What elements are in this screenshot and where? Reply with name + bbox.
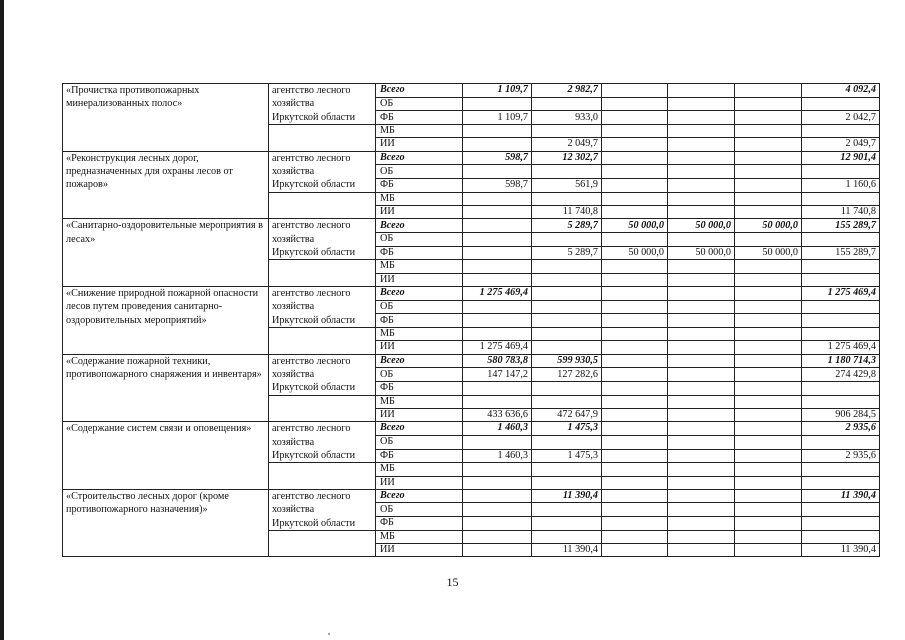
year-value-cell — [463, 273, 532, 286]
year-value-cell — [735, 530, 802, 543]
total-value-cell — [802, 435, 880, 449]
year-value-cell — [602, 530, 668, 543]
total-value-cell: 1 275 469,4 — [802, 341, 880, 354]
total-value-cell: 2 935,6 — [802, 422, 880, 436]
year-value-cell: 50 000,0 — [668, 246, 735, 260]
year-value-cell — [668, 463, 735, 476]
year-value-cell: 50 000,0 — [602, 246, 668, 260]
year-value-cell — [668, 368, 735, 382]
total-value-cell: 11 390,4 — [802, 489, 880, 503]
year-value-cell — [602, 341, 668, 354]
year-value-cell — [735, 165, 802, 179]
funding-source: Всего — [376, 354, 463, 368]
year-value-cell: 933,0 — [532, 111, 602, 125]
year-value-cell — [463, 219, 532, 233]
year-value-cell — [602, 138, 668, 151]
year-value-cell: 1 109,7 — [463, 84, 532, 98]
total-value-cell — [802, 476, 880, 489]
total-value-cell — [802, 125, 880, 138]
executor-cell — [269, 354, 376, 395]
funding-source: ФБ — [376, 449, 463, 463]
executor-cell — [269, 219, 376, 260]
year-value-cell — [602, 381, 668, 395]
year-value-cell — [735, 489, 802, 503]
year-value-cell — [463, 395, 532, 408]
year-value-cell: 5 289,7 — [532, 219, 602, 233]
executor-line: агентство лесного — [272, 355, 351, 367]
funding-source: Всего — [376, 84, 463, 98]
year-value-cell — [532, 300, 602, 314]
executor-line: Иркутской области — [272, 314, 356, 326]
year-value-cell: 1 275 469,4 — [463, 341, 532, 354]
year-value-cell — [735, 179, 802, 193]
year-value-cell — [602, 408, 668, 421]
total-value-cell — [802, 328, 880, 341]
executor-line: хозяйства — [272, 436, 315, 448]
executor-line: агентство лесного — [272, 152, 351, 164]
year-value-cell — [532, 530, 602, 543]
year-value-cell: 50 000,0 — [668, 219, 735, 233]
year-value-cell: 1 460,3 — [463, 449, 532, 463]
year-value-cell: 2 049,7 — [532, 138, 602, 151]
funding-source: МБ — [376, 125, 463, 138]
executor-line: Иркутской области — [272, 179, 356, 191]
year-value-cell — [463, 489, 532, 503]
year-value-cell: 147 147,2 — [463, 368, 532, 382]
year-value-cell: 50 000,0 — [602, 219, 668, 233]
year-value-cell — [532, 286, 602, 300]
year-value-cell — [735, 84, 802, 98]
total-value-cell — [802, 517, 880, 531]
funding-source: ФБ — [376, 111, 463, 125]
table-body — [63, 84, 880, 557]
executor-line: Иркутской области — [272, 517, 356, 529]
funding-source: ФБ — [376, 179, 463, 193]
funding-source: ИИ — [376, 341, 463, 354]
year-value-cell — [463, 260, 532, 273]
year-value-cell: 599 930,5 — [532, 354, 602, 368]
funding-source: ОБ — [376, 503, 463, 517]
year-value-cell — [735, 232, 802, 246]
year-value-cell — [463, 530, 532, 543]
activity-name: «Санитарно-оздоровительные мероприятия в лесах» — [63, 219, 269, 287]
year-value-cell — [463, 517, 532, 531]
total-value-cell — [802, 463, 880, 476]
executor-empty-cell — [269, 260, 376, 286]
funding-source: ОБ — [376, 300, 463, 314]
funding-source: ФБ — [376, 246, 463, 260]
year-value-cell — [602, 368, 668, 382]
year-value-cell — [668, 395, 735, 408]
year-value-cell — [532, 314, 602, 328]
year-value-cell — [602, 260, 668, 273]
table-row — [63, 219, 880, 233]
total-value-cell: 906 284,5 — [802, 408, 880, 421]
year-value-cell — [602, 300, 668, 314]
year-value-cell — [463, 246, 532, 260]
year-value-cell: 12 302,7 — [532, 151, 602, 165]
total-value-cell: 2 935,6 — [802, 449, 880, 463]
year-value-cell: 1 460,3 — [463, 422, 532, 436]
funding-source: МБ — [376, 328, 463, 341]
table-row — [63, 354, 880, 368]
year-value-cell — [668, 503, 735, 517]
activity-name: «Содержание пожарной техники, противопожарного снаряжения и инвентаря» — [63, 354, 269, 422]
year-value-cell — [463, 544, 532, 557]
year-value-cell — [532, 232, 602, 246]
year-value-cell — [463, 138, 532, 151]
year-value-cell — [735, 395, 802, 408]
year-value-cell — [602, 503, 668, 517]
executor-line: Иркутской области — [272, 247, 356, 259]
executor-empty-cell — [269, 395, 376, 421]
year-value-cell — [602, 328, 668, 341]
year-value-cell — [602, 476, 668, 489]
executor-line: агентство лесного — [272, 220, 351, 232]
year-value-cell: 11 390,4 — [532, 489, 602, 503]
year-value-cell — [463, 125, 532, 138]
year-value-cell — [668, 341, 735, 354]
year-value-cell — [463, 314, 532, 328]
year-value-cell — [668, 260, 735, 273]
year-value-cell: 598,7 — [463, 179, 532, 193]
year-value-cell — [735, 328, 802, 341]
table-row — [63, 489, 880, 503]
total-value-cell — [802, 530, 880, 543]
funding-source: Всего — [376, 422, 463, 436]
funding-source: ИИ — [376, 273, 463, 286]
year-value-cell — [735, 206, 802, 219]
total-value-cell: 2 042,7 — [802, 111, 880, 125]
year-value-cell — [735, 449, 802, 463]
year-value-cell: 11 740,8 — [532, 206, 602, 219]
year-value-cell — [602, 517, 668, 531]
year-value-cell — [532, 517, 602, 531]
year-value-cell — [668, 422, 735, 436]
year-value-cell — [532, 328, 602, 341]
year-value-cell — [735, 97, 802, 111]
total-value-cell — [802, 300, 880, 314]
total-value-cell: 155 289,7 — [802, 219, 880, 233]
year-value-cell — [735, 192, 802, 205]
total-value-cell: 12 901,4 — [802, 151, 880, 165]
year-value-cell — [668, 530, 735, 543]
year-value-cell — [463, 476, 532, 489]
year-value-cell — [532, 381, 602, 395]
year-value-cell — [532, 503, 602, 517]
year-value-cell — [668, 314, 735, 328]
year-value-cell — [463, 97, 532, 111]
year-value-cell — [668, 97, 735, 111]
year-value-cell — [463, 435, 532, 449]
year-value-cell — [602, 314, 668, 328]
total-value-cell: 1 180 714,3 — [802, 354, 880, 368]
funding-source: МБ — [376, 463, 463, 476]
year-value-cell — [532, 463, 602, 476]
total-value-cell: 11 390,4 — [802, 544, 880, 557]
activity-name: «Содержание систем связи и оповещения» — [63, 422, 269, 490]
funding-source: Всего — [376, 219, 463, 233]
year-value-cell: 472 647,9 — [532, 408, 602, 421]
year-value-cell — [668, 517, 735, 531]
total-value-cell: 11 740,8 — [802, 206, 880, 219]
scan-border — [0, 0, 4, 640]
year-value-cell — [735, 354, 802, 368]
funding-source: Всего — [376, 151, 463, 165]
year-value-cell — [602, 489, 668, 503]
year-value-cell — [602, 111, 668, 125]
year-value-cell — [668, 111, 735, 125]
total-value-cell: 4 092,4 — [802, 84, 880, 98]
executor-line: агентство лесного — [272, 287, 351, 299]
funding-source: ОБ — [376, 97, 463, 111]
total-value-cell: 1 275 469,4 — [802, 286, 880, 300]
executor-line: Иркутской области — [272, 382, 356, 394]
year-value-cell: 5 289,7 — [532, 246, 602, 260]
total-value-cell: 155 289,7 — [802, 246, 880, 260]
funding-source: ИИ — [376, 408, 463, 421]
funding-source: Всего — [376, 286, 463, 300]
year-value-cell — [668, 165, 735, 179]
executor-cell — [269, 84, 376, 125]
funding-source: МБ — [376, 530, 463, 543]
year-value-cell — [532, 273, 602, 286]
year-value-cell — [463, 328, 532, 341]
year-value-cell — [735, 273, 802, 286]
executor-empty-cell — [269, 463, 376, 489]
year-value-cell — [668, 192, 735, 205]
year-value-cell: 50 000,0 — [735, 219, 802, 233]
executor-line: хозяйства — [272, 233, 315, 245]
executor-empty-cell — [269, 530, 376, 556]
executor-empty-cell — [269, 125, 376, 151]
year-value-cell — [532, 476, 602, 489]
executor-line: хозяйства — [272, 166, 315, 178]
funding-source: ИИ — [376, 544, 463, 557]
year-value-cell: 561,9 — [532, 179, 602, 193]
executor-line: хозяйства — [272, 504, 315, 516]
funding-source: МБ — [376, 192, 463, 205]
year-value-cell — [602, 165, 668, 179]
year-value-cell: 580 783,8 — [463, 354, 532, 368]
year-value-cell: 11 390,4 — [532, 544, 602, 557]
executor-cell — [269, 489, 376, 530]
year-value-cell — [668, 435, 735, 449]
scan-speck — [328, 633, 330, 635]
year-value-cell — [532, 341, 602, 354]
funding-source: МБ — [376, 260, 463, 273]
funding-source: ОБ — [376, 165, 463, 179]
year-value-cell — [602, 232, 668, 246]
funding-source: ОБ — [376, 368, 463, 382]
table-row — [63, 151, 880, 165]
year-value-cell — [602, 354, 668, 368]
executor-empty-cell — [269, 328, 376, 354]
year-value-cell — [735, 138, 802, 151]
total-value-cell — [802, 192, 880, 205]
year-value-cell: 50 000,0 — [735, 246, 802, 260]
year-value-cell — [463, 503, 532, 517]
executor-cell — [269, 286, 376, 327]
table-row — [63, 84, 880, 98]
funding-source: ИИ — [376, 206, 463, 219]
year-value-cell — [735, 463, 802, 476]
year-value-cell — [735, 503, 802, 517]
year-value-cell: 433 636,6 — [463, 408, 532, 421]
year-value-cell — [735, 314, 802, 328]
year-value-cell — [735, 517, 802, 531]
year-value-cell — [602, 463, 668, 476]
year-value-cell — [735, 151, 802, 165]
year-value-cell — [735, 341, 802, 354]
year-value-cell — [463, 206, 532, 219]
total-value-cell: 1 160,6 — [802, 179, 880, 193]
executor-line: хозяйства — [272, 301, 315, 313]
year-value-cell — [668, 489, 735, 503]
table-row — [63, 422, 880, 436]
total-value-cell — [802, 232, 880, 246]
total-value-cell: 2 049,7 — [802, 138, 880, 151]
funding-source: ФБ — [376, 314, 463, 328]
executor-line: агентство лесного — [272, 85, 351, 96]
total-value-cell — [802, 260, 880, 273]
budget-table — [62, 83, 880, 557]
total-value-cell — [802, 395, 880, 408]
year-value-cell — [602, 179, 668, 193]
year-value-cell — [668, 138, 735, 151]
executor-cell — [269, 422, 376, 463]
year-value-cell — [602, 286, 668, 300]
year-value-cell — [735, 408, 802, 421]
activity-name: «Реконструкция лесных дорог, предназначенных для охраны лесов от пожаров» — [63, 151, 269, 219]
total-value-cell — [802, 314, 880, 328]
executor-empty-cell — [269, 192, 376, 218]
executor-line: хозяйства — [272, 368, 315, 380]
year-value-cell — [668, 408, 735, 421]
executor-line: агентство лесного — [272, 490, 351, 502]
year-value-cell — [668, 381, 735, 395]
year-value-cell: 1 275 469,4 — [463, 286, 532, 300]
year-value-cell — [602, 192, 668, 205]
year-value-cell — [668, 125, 735, 138]
year-value-cell — [735, 286, 802, 300]
year-value-cell — [735, 125, 802, 138]
year-value-cell — [532, 192, 602, 205]
total-value-cell — [802, 97, 880, 111]
year-value-cell — [602, 84, 668, 98]
year-value-cell — [668, 273, 735, 286]
year-value-cell — [735, 381, 802, 395]
executor-cell — [269, 151, 376, 192]
year-value-cell — [463, 381, 532, 395]
year-value-cell — [532, 97, 602, 111]
total-value-cell — [802, 273, 880, 286]
funding-source: ОБ — [376, 232, 463, 246]
year-value-cell — [602, 206, 668, 219]
total-value-cell: 274 429,8 — [802, 368, 880, 382]
year-value-cell — [463, 192, 532, 205]
year-value-cell — [735, 111, 802, 125]
year-value-cell — [463, 165, 532, 179]
executor-line: Иркутской области — [272, 449, 356, 461]
year-value-cell — [735, 300, 802, 314]
funding-source: МБ — [376, 395, 463, 408]
activity-name: «Снижение природной пожарной опасности лесов путем проведения санитарно-оздоровительных мероприятий» — [63, 286, 269, 354]
funding-source: ИИ — [376, 476, 463, 489]
activity-name: «Строительство лесных дорог (кроме противопожарного назначения)» — [63, 489, 269, 557]
year-value-cell — [602, 449, 668, 463]
executor-line: Иркутской области — [272, 111, 356, 123]
year-value-cell — [668, 449, 735, 463]
funding-source: ФБ — [376, 517, 463, 531]
year-value-cell: 1 475,3 — [532, 449, 602, 463]
funding-source: Всего — [376, 489, 463, 503]
total-value-cell — [802, 503, 880, 517]
year-value-cell — [602, 422, 668, 436]
year-value-cell — [602, 435, 668, 449]
year-value-cell — [735, 544, 802, 557]
year-value-cell — [668, 544, 735, 557]
year-value-cell — [602, 273, 668, 286]
year-value-cell — [668, 354, 735, 368]
year-value-cell — [532, 165, 602, 179]
year-value-cell — [668, 151, 735, 165]
year-value-cell — [668, 179, 735, 193]
year-value-cell — [463, 463, 532, 476]
year-value-cell — [602, 544, 668, 557]
year-value-cell — [668, 476, 735, 489]
year-value-cell — [532, 125, 602, 138]
year-value-cell — [735, 260, 802, 273]
page-number: 15 — [446, 575, 459, 589]
activity-name: «Прочистка противопожарных минерализованных полос» — [63, 84, 269, 152]
year-value-cell — [668, 286, 735, 300]
executor-line: агентство лесного — [272, 423, 351, 435]
funding-source: ОБ — [376, 435, 463, 449]
year-value-cell — [463, 300, 532, 314]
year-value-cell: 1 475,3 — [532, 422, 602, 436]
year-value-cell — [602, 97, 668, 111]
year-value-cell — [668, 206, 735, 219]
year-value-cell — [668, 328, 735, 341]
year-value-cell — [463, 232, 532, 246]
year-value-cell — [602, 151, 668, 165]
year-value-cell: 127 282,6 — [532, 368, 602, 382]
year-value-cell: 1 109,7 — [463, 111, 532, 125]
year-value-cell: 598,7 — [463, 151, 532, 165]
funding-source: ФБ — [376, 381, 463, 395]
year-value-cell — [532, 260, 602, 273]
year-value-cell — [532, 435, 602, 449]
total-value-cell — [802, 165, 880, 179]
year-value-cell — [668, 84, 735, 98]
year-value-cell — [735, 476, 802, 489]
year-value-cell — [735, 422, 802, 436]
table-row — [63, 286, 880, 300]
year-value-cell — [668, 300, 735, 314]
year-value-cell — [602, 125, 668, 138]
year-value-cell — [602, 395, 668, 408]
year-value-cell — [668, 232, 735, 246]
year-value-cell — [735, 435, 802, 449]
funding-source: ИИ — [376, 138, 463, 151]
total-value-cell — [802, 381, 880, 395]
year-value-cell — [735, 368, 802, 382]
year-value-cell: 2 982,7 — [532, 84, 602, 98]
executor-line: хозяйства — [272, 98, 315, 110]
year-value-cell — [532, 395, 602, 408]
